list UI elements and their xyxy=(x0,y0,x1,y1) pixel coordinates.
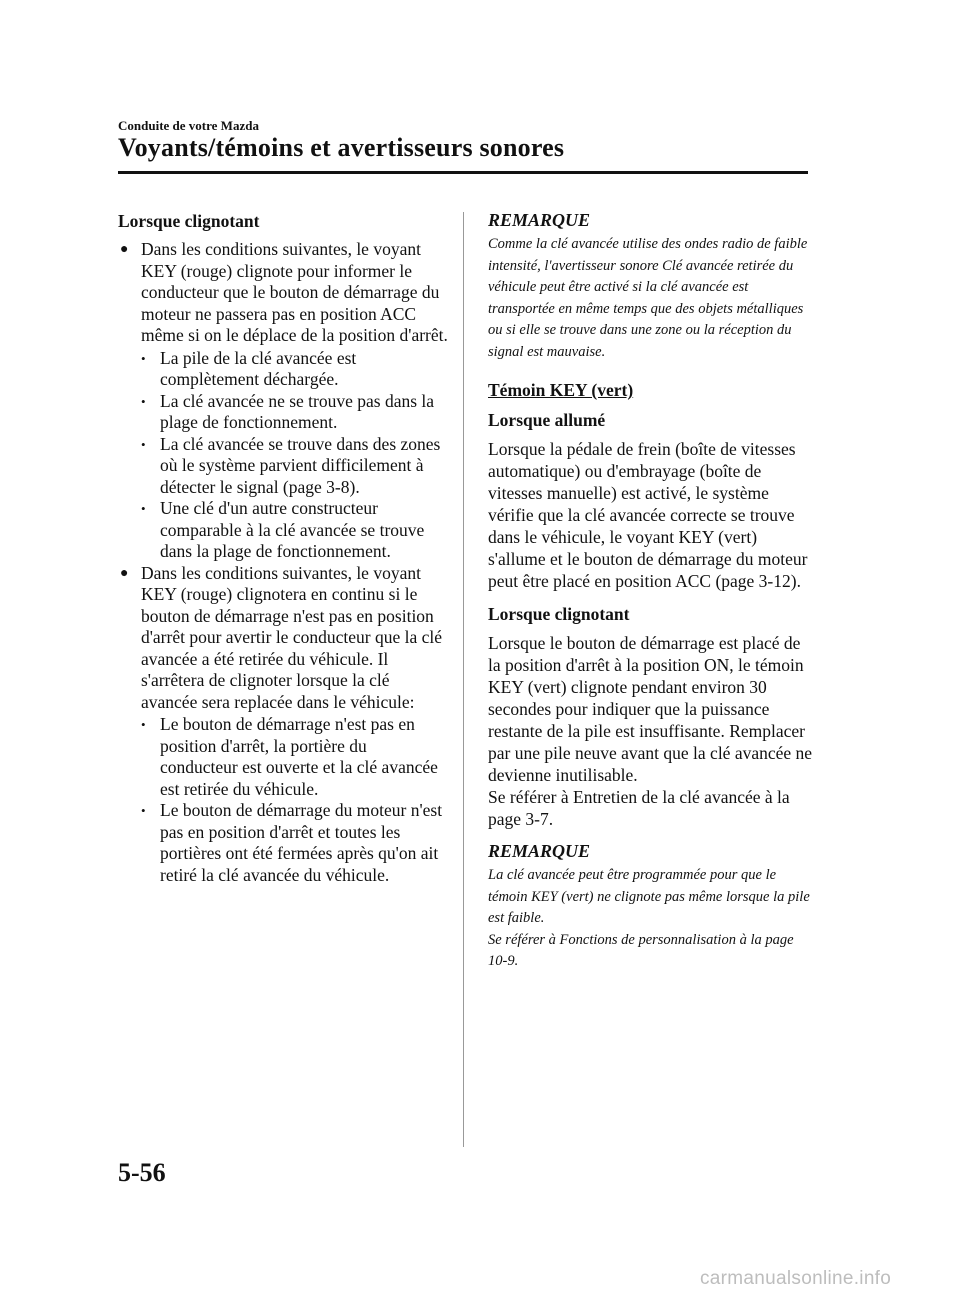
sub-bullet-text: Le bouton de démarrage du moteur n'est pas en position d'arrêt et toutes les portières ont été fermées après qu'on ait retiré la clé avancée du véhicule. xyxy=(160,800,443,885)
note-text: La clé avancée peut être programmée pour que le témoin KEY (vert) ne clignote pas même lorsque la pile est faible. xyxy=(488,867,810,926)
sub-bullet-item xyxy=(118,434,448,499)
page-title: Voyants/témoins et avertisseurs sonores xyxy=(118,133,565,162)
bullet-dot-icon: • xyxy=(141,501,146,516)
bullet-dot-icon: • xyxy=(141,717,146,732)
paragraph: Lorsque la pédale de frein (boîte de vitesses automatique) ou d'embrayage (boîte de vitesses manuelle) est activé, le système vérifie que la clé avancée correcte se trouve dans le véhicule, le voyant KEY (vert) s'allume et le bouton de démarrage du moteur peut être placé en position ACC (page 3-12). xyxy=(488,439,808,591)
bullet-item xyxy=(118,563,448,714)
subheading-blinking: Lorsque clignotant xyxy=(488,604,630,624)
note-title: REMARQUE xyxy=(488,841,591,861)
bullet-text: Dans les conditions suivantes, le voyant KEY (rouge) clignote pour informer le conducteur que le bouton de démarrage du moteur ne passera pas en position ACC même si on le déplace de la position d'arrêt. xyxy=(141,239,448,345)
left-column xyxy=(118,210,448,886)
section-label: Conduite de votre Mazda xyxy=(118,118,259,133)
sub-bullet-text: La pile de la clé avancée est complètement déchargée. xyxy=(160,347,357,389)
watermark: carmanualsonline.info xyxy=(700,1268,892,1289)
bullet-dot-icon: • xyxy=(141,436,146,452)
sub-bullet-text: La clé avancée se trouve dans des zones où le système parvient difficilement à détecter le signal (page 3-8). xyxy=(160,433,441,497)
column-divider xyxy=(463,212,464,1147)
header-rule xyxy=(118,171,808,174)
bullet-dot-icon: • xyxy=(141,350,146,366)
sub-bullet-text: La clé avancée ne se trouve pas dans la plage de fonctionnement. xyxy=(160,390,435,432)
sub-bullet-item xyxy=(118,800,448,886)
sub-bullet-item xyxy=(118,498,448,563)
note-text: Comme la clé avancée utilise des ondes radio de faible intensité, l'avertisseur sonore Clé avancée retirée du véhicule peut être activé si la clé avancée est transportée en même temps que des objets métalliques ou si elle se trouve dans une zone ou la réception du signal est mauvaise. xyxy=(488,236,808,360)
bullet-dot-icon: ● xyxy=(120,565,129,581)
note-title: REMARQUE xyxy=(488,210,591,230)
page-number: 5-56 xyxy=(118,1158,166,1187)
paragraph: Se référer à Entretien de la clé avancée à la page 3-7. xyxy=(488,787,790,829)
section-title-key-green: Témoin KEY (vert) xyxy=(488,380,634,400)
bullet-item xyxy=(118,239,448,347)
bullet-dot-icon: ● xyxy=(120,242,129,257)
subheading-lit: Lorsque allumé xyxy=(488,410,606,430)
paragraph: Lorsque le bouton de démarrage est placé de la position d'arrêt à la position ON, le témoin KEY (vert) clignote pendant environ 30 secondes pour indiquer que la puissance restante de la pile est insuffisante. Remplacer par une pile neuve avant que la clé avancée ne devienne inutilisable. xyxy=(488,633,813,785)
sub-bullet-item xyxy=(118,348,448,391)
sub-bullet-text: Le bouton de démarrage n'est pas en position d'arrêt, la portière du conducteur est ouverte et la clé avancée est retirée du véhicule. xyxy=(160,714,438,799)
bullet-dot-icon: • xyxy=(141,803,146,818)
sub-bullet-item xyxy=(118,714,448,800)
bullet-dot-icon: • xyxy=(141,393,146,409)
sub-bullet-text: Une clé d'un autre constructeur comparable à la clé avancée se trouve dans la plage de fonctionnement. xyxy=(160,498,425,561)
bullet-text: Dans les conditions suivantes, le voyant KEY (rouge) clignotera en continu si le bouton de démarrage n'est pas en position d'arrêt pour avertir le conducteur que la clé avancée a été retirée du véhicule. Il s'arrêtera de clignoter lorsque la clé avancée sera replacée dans le véhicule: xyxy=(141,562,442,712)
note-text: Se référer à Fonctions de personnalisation à la page 10-9. xyxy=(488,931,794,969)
subheading-blinking: Lorsque clignotant xyxy=(118,211,260,231)
sub-bullet-item xyxy=(118,391,448,434)
right-column xyxy=(488,210,813,989)
